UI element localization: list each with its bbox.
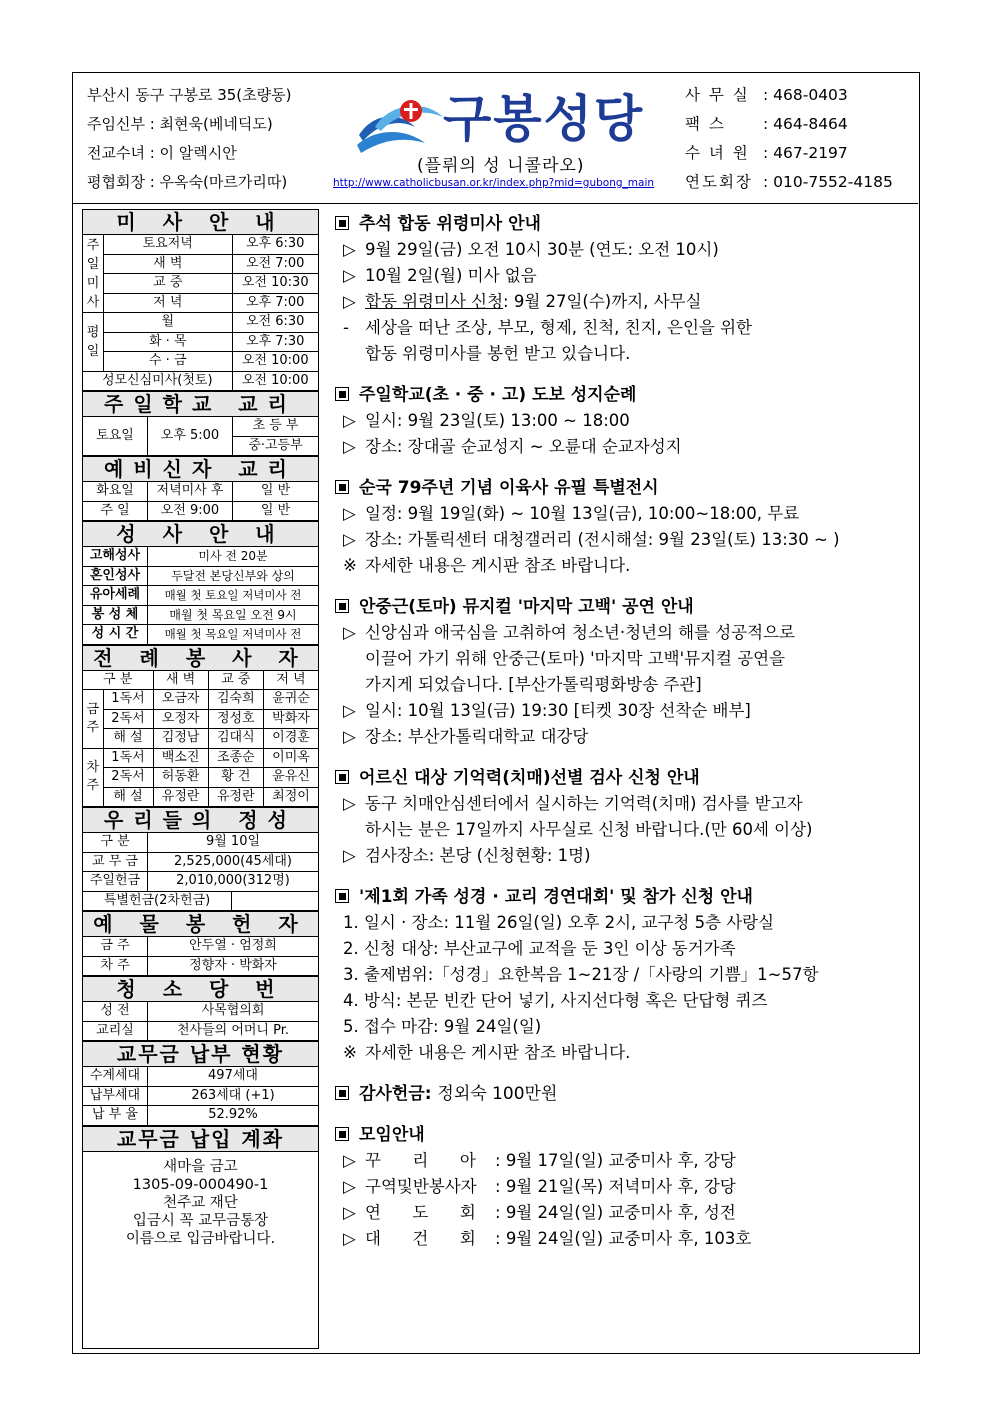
sacraments-table: 고해성사 미사 전 20분 혼인성사 두달전 본당신부와 상의 유아세례 매월 첫 토요일 저녁미사 전 봉 성 체 매월 첫 목요일 오전 9시 성 시 간 매월 첫 목요일 저녁미사 전 xyxy=(83,547,318,645)
meeting-row: ▷ 꾸 리 아 : 9월 17일(일) 교중미사 후, 강당 xyxy=(335,1148,915,1174)
dues-table: 수계세대 497세대 납부세대 263세대 (+1) 납 부 율 52.92% xyxy=(83,1067,318,1126)
main-content xyxy=(335,211,915,1267)
gifts-header: 예 물 봉 헌 자 xyxy=(83,911,318,937)
contact-fax: 팩 스 : 464-8464 xyxy=(685,115,848,133)
offering-header: 우리들의 정성 xyxy=(83,807,318,833)
square-bullet-icon xyxy=(335,1127,349,1141)
square-bullet-icon xyxy=(335,480,349,494)
section-memorial-mass: 추석 합동 위령미사 안내 ▷ 9월 29일(금) 오전 10시 30분 (연도: 오전 10시) ▷ 10월 2일(월) 미사 없음 ▷ 합동 위령미사 신청: 9월 27일(수)까지, 사무실 - 세상을 떠난 조상, 부모, 형제, 친척, 친지, 은인을 위한 합동 위령미사를 봉헌 받고 있습니다. xyxy=(335,211,915,367)
mass-table: 주일미사 토요저녁 오후 6:30 새 벽 오전 7:00 교 중 오전 10:30 저 녁 오후 7:00 평일 월 오전 6:30 화 · 목 오후 7:30 수 · 금 오전 10:00 성모신심미사(첫토) 오전 10:00 xyxy=(83,235,318,391)
sidebar xyxy=(82,209,319,1349)
section-thanks-offering: 감사헌금: 정외숙 100만원 xyxy=(335,1081,915,1107)
parish-url-link[interactable]: http://www.catholicbusan.or.kr/index.php?mid=gubong_main xyxy=(333,177,655,189)
triangle-bullet-icon: ▷ xyxy=(343,240,356,259)
triangle-bullet-icon: ▷ xyxy=(343,1177,356,1196)
section-exhibition: 순국 79주년 기념 이육사 유필 특별전시 ▷ 일정: 9월 19일(화) ~ 10월 13일(금), 10:00~18:00, 무료 ▷ 장소: 가톨릭센터 대청갤러리 (전시해설: 9월 23일(토) 13:30 ~ ) ※ 자세한 내용은 게시판 참조 바랍니다. xyxy=(335,475,915,579)
triangle-bullet-icon: ▷ xyxy=(343,1203,356,1222)
square-bullet-icon xyxy=(335,1086,349,1100)
parish-subtitle: (플뤼의 성 니콜라오) xyxy=(417,156,585,176)
contact-convent: 수 녀 원 : 467-2197 xyxy=(685,144,848,162)
sister: 전교수녀 : 이 알렉시안 xyxy=(87,144,237,162)
parish-title: 구봉성당 xyxy=(443,90,645,148)
section-dementia-test: 어르신 대상 기억력(치매)선별 검사 신청 안내 ▷ 동구 치매안심센터에서 실시하는 기억력(치매) 검사를 받고자 하시는 분은 17일까지 사무실로 신청 바랍니다.(만 60세 이상) ▷ 검사장소: 본당 (신청현황: 1명) xyxy=(335,765,915,869)
account-info: 새마을 금고 1305-09-000490-1 천주교 재단 입금시 꼭 교무금통장 이름으로 입금바랍니다. xyxy=(125,1158,276,1247)
sunday-mass-label: 주일미사 xyxy=(83,235,104,313)
header-left-info xyxy=(87,81,292,197)
triangle-bullet-icon: ▷ xyxy=(343,1229,356,1248)
special-offering-table: 특별헌금(2차헌금) xyxy=(83,892,318,912)
parish-logo xyxy=(333,85,675,195)
square-bullet-icon xyxy=(335,216,349,230)
meeting-row: ▷ 대 건 회 : 9월 24일(일) 교중미사 후, 103호 xyxy=(335,1226,915,1252)
contact-yeondo: 연도회장 : 010-7552-4185 xyxy=(685,173,893,191)
weekday-mass-label: 평일 xyxy=(83,313,104,372)
catechumen-table: 화요일 저녁미사 후 일 반 주 일 오전 9:00 일 반 xyxy=(83,482,318,521)
triangle-bullet-icon: ▷ xyxy=(343,266,356,285)
sacraments-header: 성 사 안 내 xyxy=(83,521,318,547)
square-bullet-icon xyxy=(335,889,349,903)
triangle-bullet-icon: ▷ xyxy=(343,701,356,720)
council-president: 평협회장 : 우옥숙(마르가리따) xyxy=(87,173,288,191)
triangle-bullet-icon: ▷ xyxy=(343,504,356,523)
meeting-row: ▷ 연 도 회 : 9월 24일(일) 교중미사 후, 성전 xyxy=(335,1200,915,1226)
triangle-bullet-icon: ▷ xyxy=(343,846,356,865)
header-contacts xyxy=(685,81,893,197)
triangle-bullet-icon: ▷ xyxy=(343,794,356,813)
section-musical: 안중근(토마) 뮤지컬 '마지막 고백' 공연 안내 ▷ 신앙심과 애국심을 고취하여 청소년·청년의 해를 성공적으로 이끌어 가기 위해 안중근(토마) '마지막 고백'뮤지컬 공연을 가지게 되었습니다. [부산가톨릭평화방송 주관] ▷ 일시: 10월 13일(금) 19:30 [티켓 30장 선착순 배부] ▷ 장소: 부산가톨릭대학교 대강당 xyxy=(335,594,915,750)
square-bullet-icon xyxy=(335,599,349,613)
triangle-bullet-icon: ▷ xyxy=(343,411,356,430)
liturgy-header: 전 례 봉 사 자 xyxy=(83,645,318,671)
section-bible-contest: '제1회 가족 성경 · 교리 경연대회' 및 참가 신청 안내 1. 일시 · 장소: 11월 26일(일) 오후 2시, 교구청 5층 사랑실 2. 신청 대상: 부산교구에 교적을 둔 3인 이상 동거가족 3. 출제범위:「성경」요한복음 1~21장 /「사랑의 기쁨」1~57항 4. 방식: 본문 빈칸 단어 넣기, 사지선다형 혹은 단답형 퀴즈 5. 접수 마감: 9월 24일(일) ※ 자세한 내용은 게시판 참조 바랍니다. xyxy=(335,884,915,1066)
triangle-bullet-icon: ▷ xyxy=(343,292,356,311)
mass-header: 미 사 안 내 xyxy=(83,210,318,235)
cleaning-header: 청 소 당 번 xyxy=(83,976,318,1002)
catechumen-header: 예비신자 교리 xyxy=(83,456,318,482)
pastor: 주임신부 : 최현욱(베네딕도) xyxy=(87,115,273,133)
offering-table: 구 분 9월 10일 교 무 금 2,525,000(45세대) 주일헌금 2,010,000(312명) xyxy=(83,833,318,892)
square-bullet-icon xyxy=(335,387,349,401)
triangle-bullet-icon: ▷ xyxy=(343,437,356,456)
triangle-bullet-icon: ▷ xyxy=(343,727,356,746)
address: 부산시 동구 구봉로 35(초량동) xyxy=(87,86,292,104)
section-pilgrimage: 주일학교(초 · 중 · 고) 도보 성지순례 ▷ 일시: 9월 23일(토) 13:00 ~ 18:00 ▷ 장소: 장대골 순교성지 ~ 오륜대 순교자성지 xyxy=(335,382,915,460)
triangle-bullet-icon: ▷ xyxy=(343,1151,356,1170)
liturgy-table: 구 분 새 벽 교 중 저 녁 금주 1독서 오금자 김숙희 윤귀순 2독서 오정자 정성호 박화자 해 설 김정남 김대식 이경훈 차주 1독서 백소진 조종순 이미옥 2독서 허동환 황 건 윤유신 해 설 유정란 유정란 최정이 xyxy=(83,671,318,808)
header xyxy=(73,73,918,204)
contact-office: 사 무 실 : 468-0403 xyxy=(685,86,848,104)
triangle-bullet-icon: ▷ xyxy=(343,623,356,642)
reference-mark-icon: ※ xyxy=(343,556,357,575)
square-bullet-icon xyxy=(335,770,349,784)
dash-bullet: - xyxy=(343,318,349,337)
bulletin-frame xyxy=(72,72,920,1354)
account-header: 교무금 납입 계좌 xyxy=(83,1126,318,1152)
reference-mark-icon: ※ xyxy=(343,1043,357,1062)
sunday-school-header: 주일학교 교리 xyxy=(83,391,318,417)
dues-header: 교무금 납부 현황 xyxy=(83,1041,318,1067)
meeting-row: ▷ 구역및반봉사자 : 9월 21일(목) 저녁미사 후, 강당 xyxy=(335,1174,915,1200)
sunday-school-table: 토요일 오후 5:00 초 등 부 중·고등부 xyxy=(83,417,318,456)
section-meetings: 모임안내 ▷ 꾸 리 아 : 9월 17일(일) 교중미사 후, 강당 ▷ 구역및반봉사자 : 9월 21일(목) 저녁미사 후, 강당 ▷ 연 도 회 : 9월 24일(일) 교중미사 후, 성전 ▷ 대 건 회 : 9월 24일(일) 교중미사 후, 103호 xyxy=(335,1122,915,1252)
gifts-table: 금 주 안두열 · 엄정희 차 주 정향자 · 박화자 xyxy=(83,937,318,976)
triangle-bullet-icon: ▷ xyxy=(343,530,356,549)
wave-cross-icon xyxy=(355,93,447,157)
cleaning-table: 성 전 사목협의회 교리실 천사들의 어머니 Pr. xyxy=(83,1002,318,1041)
